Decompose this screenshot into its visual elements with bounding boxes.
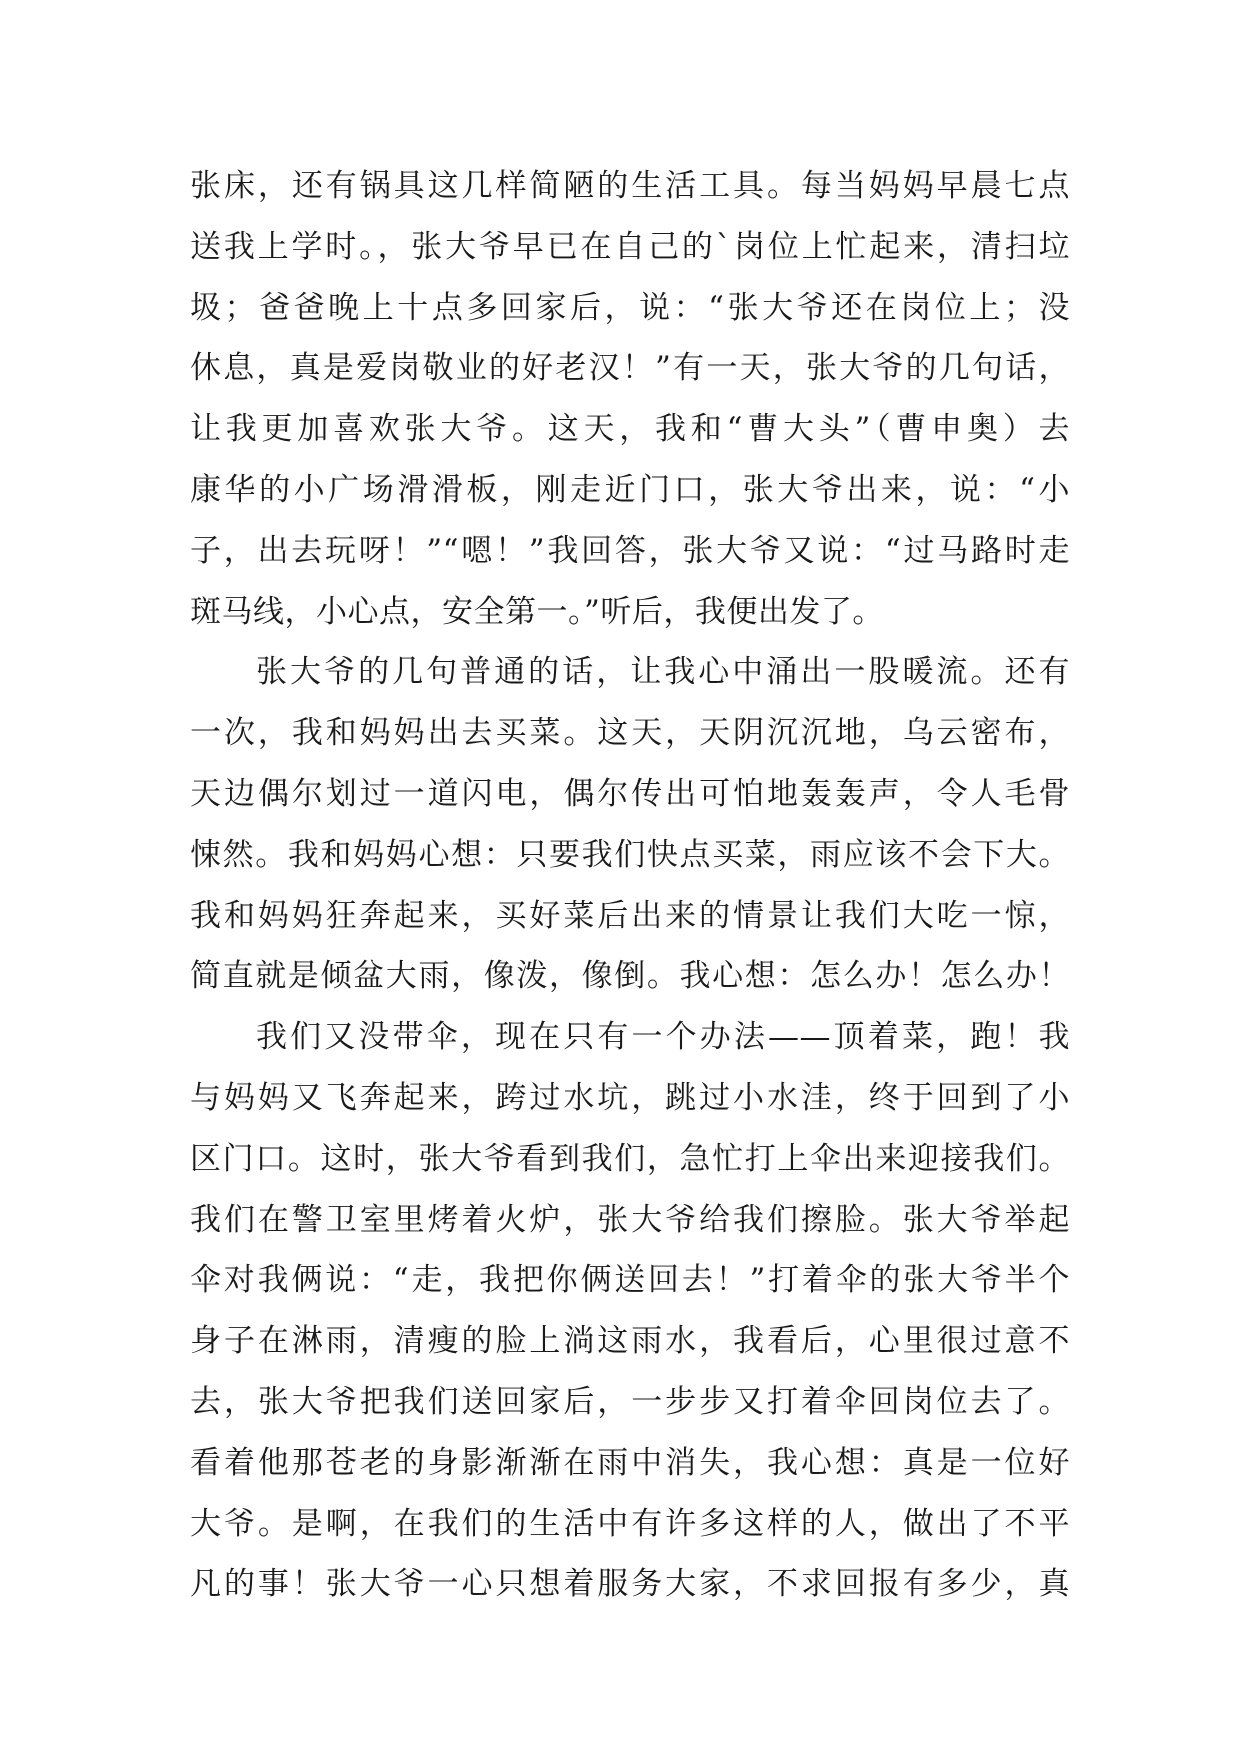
- text-line: 简直就是倾盆大雨，像泼，像倒。我心想：怎么办！怎么办！: [190, 958, 1070, 995]
- text-line: 一次，我和妈妈出去买菜。这天，天阴沉沉地，乌云密布，: [190, 715, 1070, 752]
- text-line: 圾；爸爸晚上十点多回家后，说：“张大爷还在岗位上；没: [190, 289, 1070, 326]
- text-line: 休息，真是爱岗敬业的好老汉！”有一天，张大爷的几句话，: [190, 350, 1070, 387]
- text-line: 斑马线，小心点，安全第一。”听后，我便出发了。: [190, 593, 884, 630]
- body-text: [190, 156, 1070, 1615]
- text-line-paragraph-start: 张大爷的几句普通的话，让我心中涌出一股暖流。还有: [256, 654, 1070, 691]
- text-line: 身子在淋雨，清瘦的脸上淌这雨水，我看后，心里很过意不: [190, 1323, 1070, 1360]
- text-line: 张床，还有锅具这几样简陋的生活工具。每当妈妈早晨七点: [190, 168, 1070, 204]
- text-line: 让我更加喜欢张大爷。这天，我和“曹大头”（曹申奥）去: [190, 411, 1070, 448]
- text-line: 伞对我俩说：“走，我把你俩送回去！”打着伞的张大爷半个: [190, 1262, 1070, 1299]
- text-line: 与妈妈又飞奔起来，跨过水坑，跳过小水洼，终于回到了小: [190, 1079, 1070, 1116]
- text-line: 天边偶尔划过一道闪电，偶尔传出可怕地轰轰声，令人毛骨: [190, 775, 1070, 812]
- text-line: 康华的小广场滑滑板，刚走近门口，张大爷出来，说：“小: [190, 471, 1070, 508]
- text-line: 凡的事！张大爷一心只想着服务大家，不求回报有多少，真: [190, 1566, 1070, 1603]
- text-line: 子，出去玩呀！”“嗯！”我回答，张大爷又说：“过马路时走: [190, 532, 1070, 569]
- text-line: 我和妈妈狂奔起来，买好菜后出来的情景让我们大吃一惊，: [190, 897, 1070, 934]
- text-line-paragraph-start: 我们又没带伞，现在只有一个办法——顶着菜，跑！我: [256, 1019, 1070, 1056]
- text-line: 看着他那苍老的身影渐渐在雨中消失，我心想：真是一位好: [190, 1444, 1070, 1481]
- text-line: 送我上学时。，张大爷早已在自己的`岗位上忙起来，清扫垃: [190, 228, 1070, 265]
- text-line: 区门口。这时，张大爷看到我们，急忙打上伞出来迎接我们。: [190, 1140, 1070, 1177]
- text-line: 去，张大爷把我们送回家后，一步步又打着伞回岗位去了。: [190, 1383, 1070, 1420]
- text-line: 大爷。是啊，在我们的生活中有许多这样的人，做出了不平: [190, 1505, 1070, 1542]
- text-line: 我们在警卫室里烤着火炉，张大爷给我们擦脸。张大爷举起: [190, 1201, 1070, 1238]
- text-line: 悚然。我和妈妈心想：只要我们快点买菜，雨应该不会下大。: [190, 836, 1070, 873]
